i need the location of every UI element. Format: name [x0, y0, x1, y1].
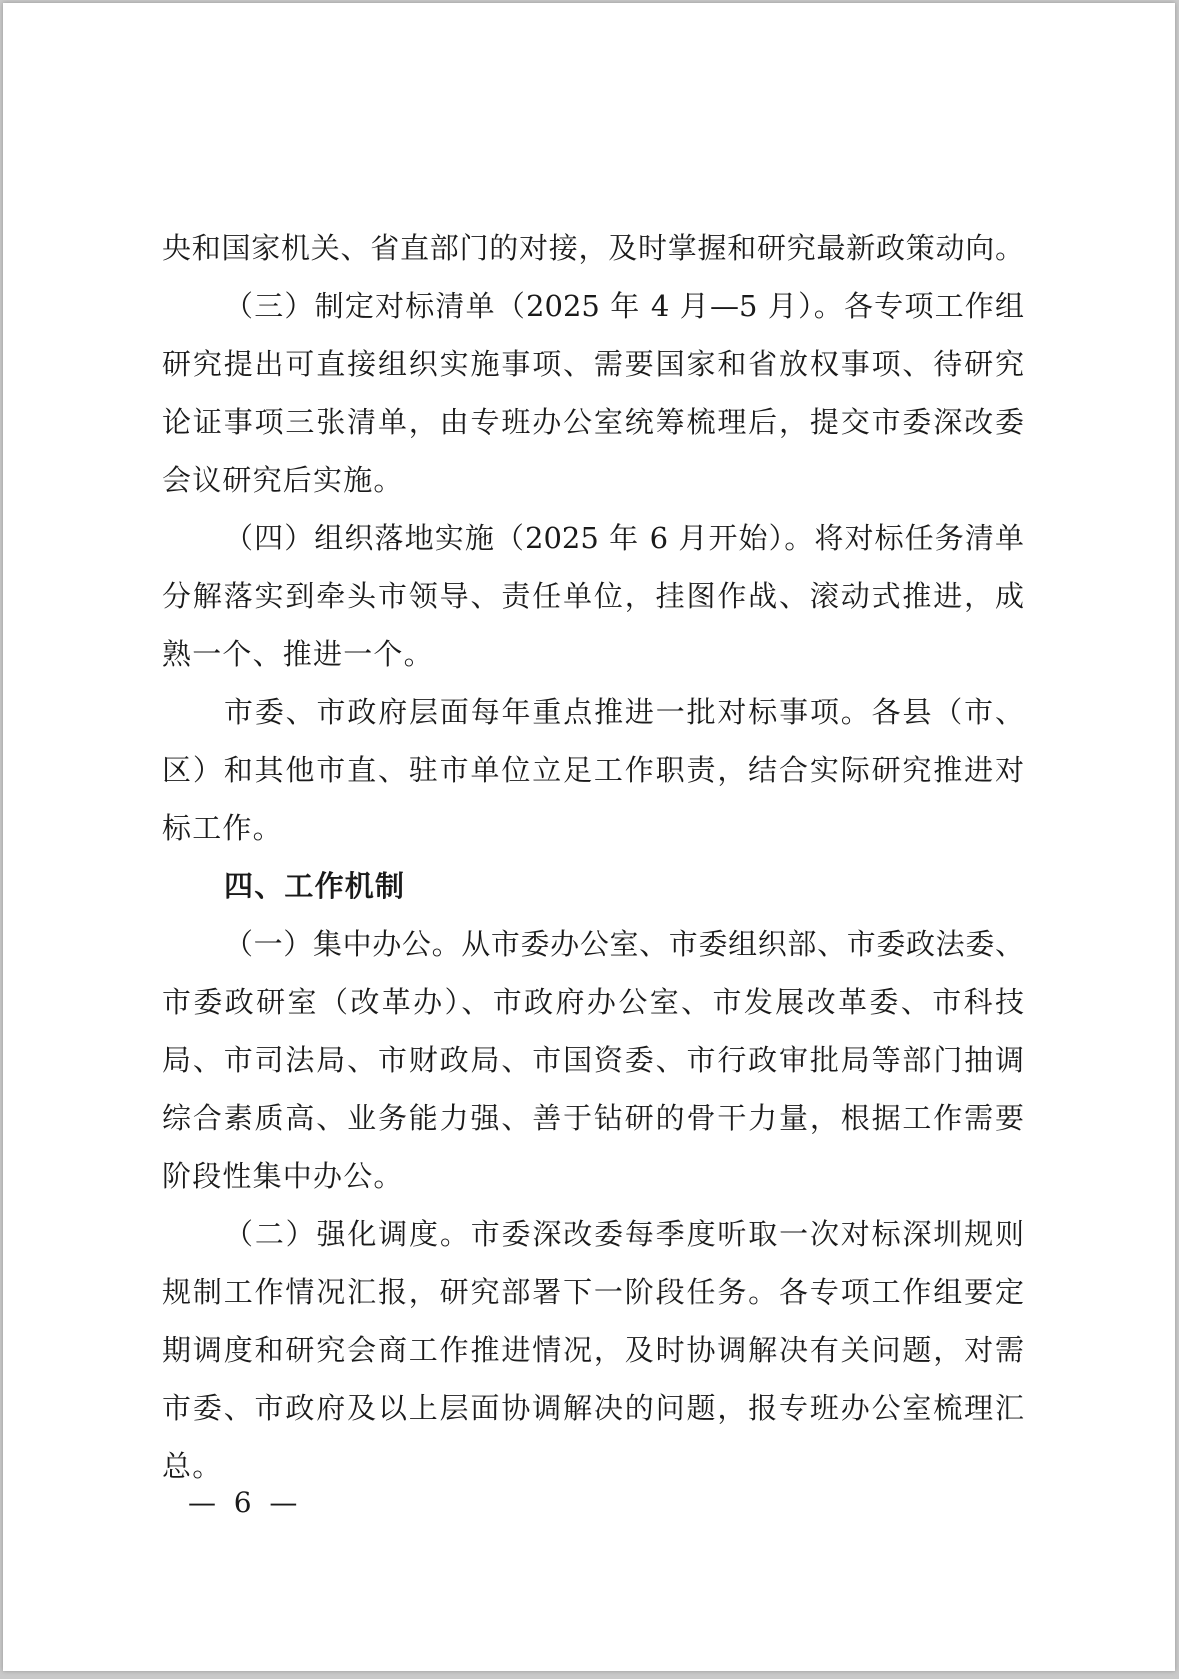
text-line: （二）强化调度。市委深改委每季度听取一次对标深圳规则 [224, 1217, 1024, 1251]
section-heading: 四、工作机制 [224, 869, 406, 903]
text-line: （三）制定对标清单（2025 年 4 月—5 月）。各专项工作组 [224, 289, 1024, 323]
text-line: 总。 [162, 1449, 223, 1483]
text-line: 会议研究后实施。 [162, 463, 404, 497]
text-line: （四）组织落地实施（2025 年 6 月开始）。将对标任务清单 [224, 521, 1024, 555]
text-line: 期调度和研究会商工作推进情况，及时协调解决有关问题，对需 [162, 1333, 1024, 1367]
text-line: 区）和其他市直、驻市单位立足工作职责，结合实际研究推进对 [162, 753, 1024, 787]
text-line: 分解落实到牵头市领导、责任单位，挂图作战、滚动式推进，成 [162, 579, 1024, 613]
text-line: 综合素质高、业务能力强、善于钻研的骨干力量，根据工作需要 [162, 1101, 1024, 1135]
text-line: 局、市司法局、市财政局、市国资委、市行政审批局等部门抽调 [162, 1043, 1024, 1077]
text-line: 市委、市政府层面每年重点推进一批对标事项。各县（市、 [224, 695, 1024, 729]
text-line: 规制工作情况汇报，研究部署下一阶段任务。各专项工作组要定 [162, 1275, 1024, 1309]
text-line: 阶段性集中办公。 [162, 1159, 404, 1193]
document-page [3, 3, 1175, 1671]
text-line: 论证事项三张清单，由专班办公室统筹梳理后，提交市委深改委 [162, 405, 1024, 439]
text-line: 熟一个、推进一个。 [162, 637, 434, 671]
text-line: 央和国家机关、省直部门的对接，及时掌握和研究最新政策动向。 [162, 231, 1024, 265]
page-number: — 6 — [188, 1486, 298, 1519]
document-body [162, 219, 1024, 1495]
text-line: 市委政研室（改革办）、市政府办公室、市发展改革委、市科技 [162, 985, 1024, 1019]
text-line: （一）集中办公。从市委办公室、市委组织部、市委政法委、 [224, 927, 1024, 961]
text-line: 研究提出可直接组织实施事项、需要国家和省放权事项、待研究 [162, 347, 1024, 381]
text-line: 市委、市政府及以上层面协调解决的问题，报专班办公室梳理汇 [162, 1391, 1024, 1425]
text-line: 标工作。 [162, 811, 283, 845]
